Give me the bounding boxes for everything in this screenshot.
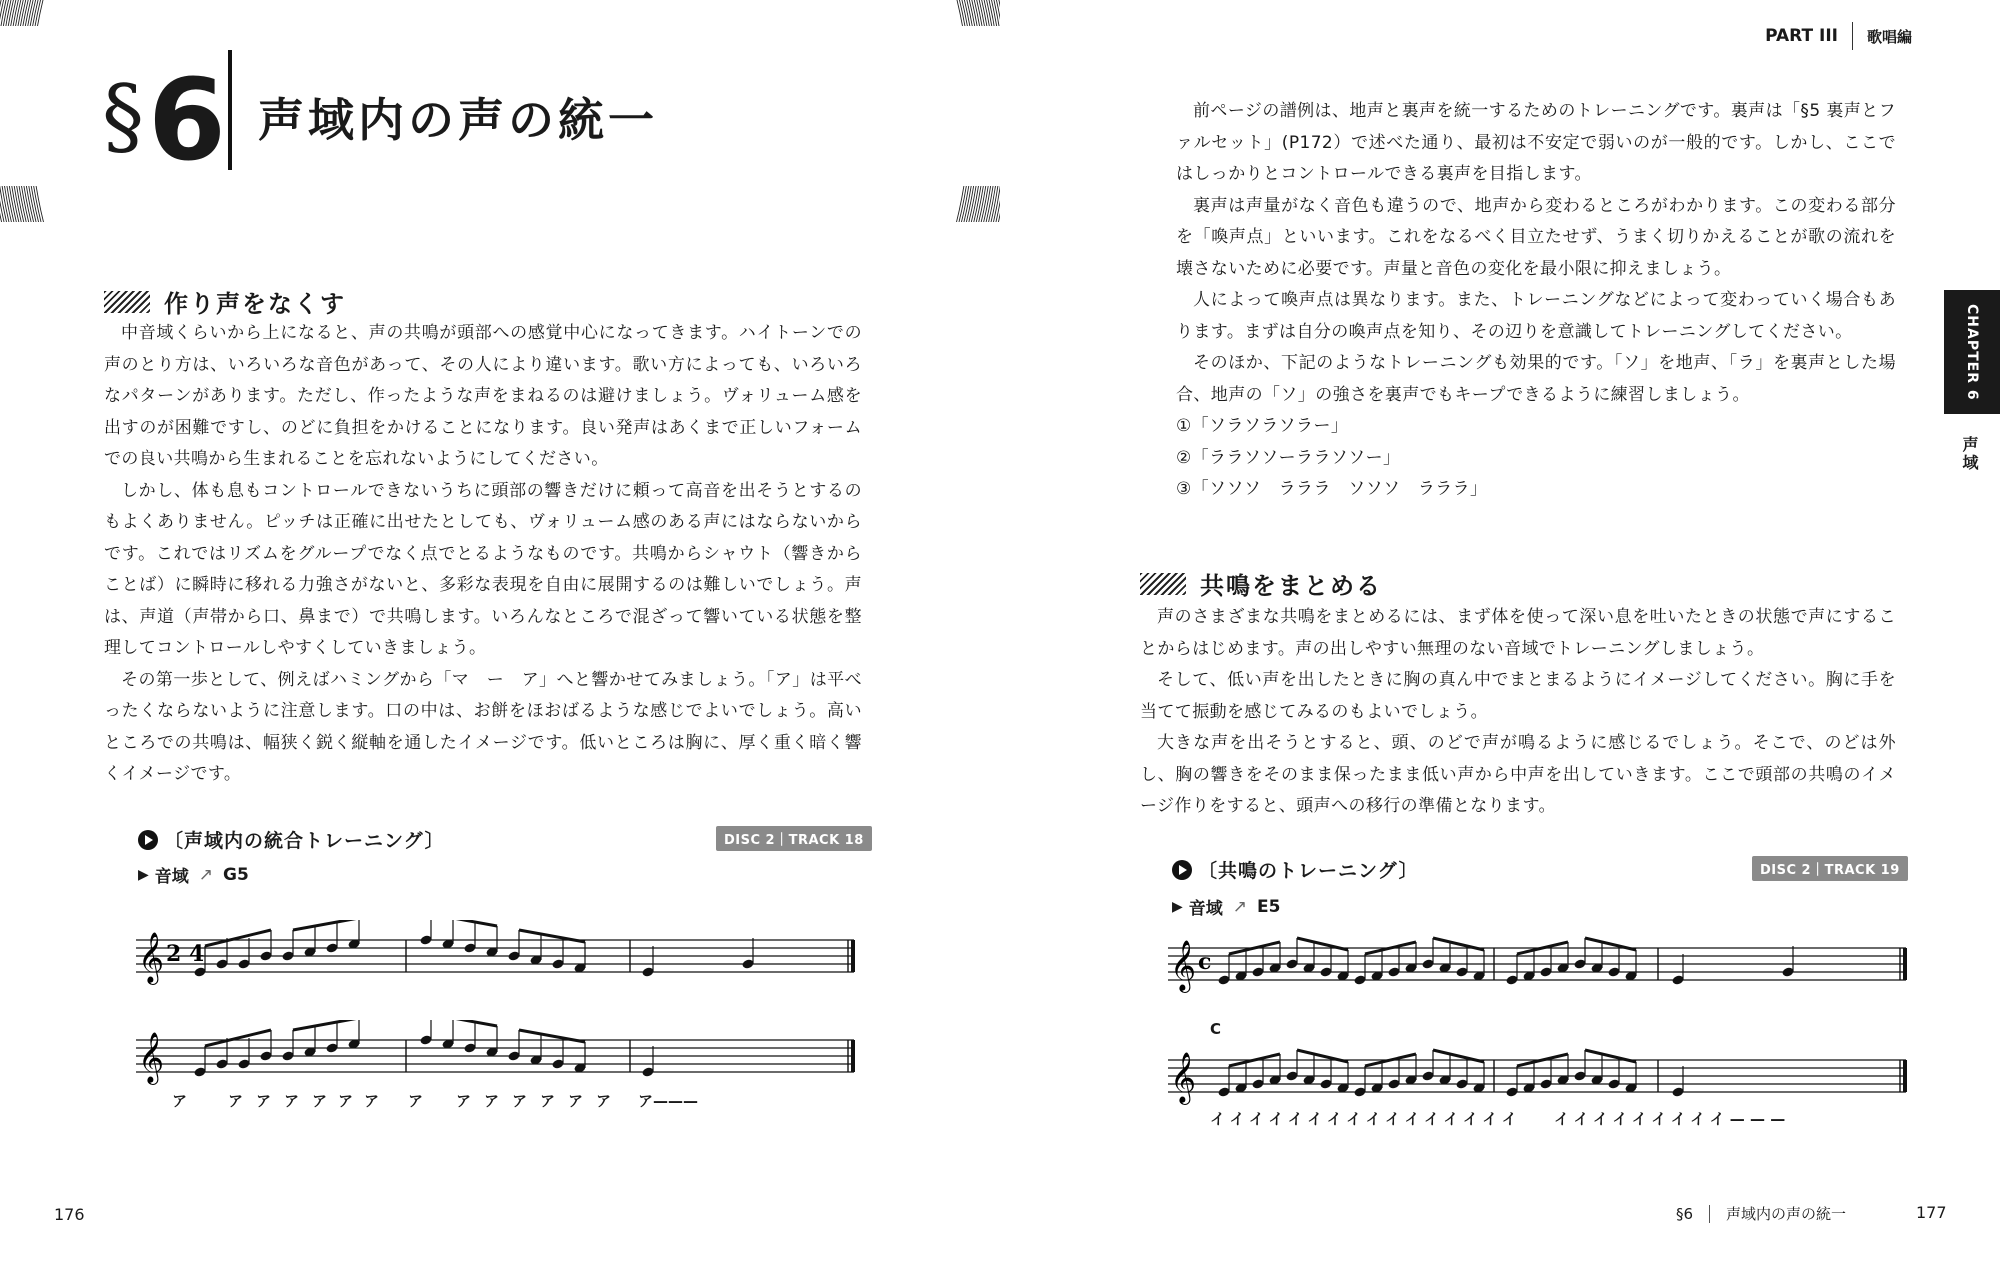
right-range-label: 音域: [1188, 899, 1223, 919]
footer-divider: [1709, 1205, 1710, 1223]
section-divider-bar: [228, 50, 232, 170]
right-training-title: [1172, 856, 1419, 883]
section-number: [102, 56, 226, 186]
footer-title: 声域内の声の統一: [1726, 1205, 1847, 1223]
right-body-top: [1176, 96, 1896, 506]
syllable: ア: [312, 1092, 328, 1110]
syllable: ア: [512, 1092, 528, 1110]
syllable: ア: [256, 1092, 272, 1110]
right-staff-1: [1168, 928, 1908, 1018]
syllable: ア: [364, 1092, 380, 1110]
up-arrow-icon: ↗: [198, 864, 214, 885]
right-heading-text: 共鳴をまとめる: [1200, 572, 1382, 600]
section-symbol: §: [102, 67, 144, 165]
part-divider: [1852, 22, 1853, 50]
note-beam: [431, 1020, 497, 1026]
treble-clef-icon: 𝄞: [1170, 1052, 1197, 1103]
left-staff-1: [136, 920, 856, 1010]
note-beam: [293, 920, 359, 930]
note-beam: [431, 920, 497, 926]
right-body-bottom: [1140, 602, 1896, 823]
hatch-icon: [104, 291, 150, 313]
left-page-number: 176: [54, 1205, 85, 1224]
right-syllables-a: イイイイイイイイイイイイイイイイ: [1210, 1110, 1522, 1128]
right-heading: [1140, 566, 1382, 601]
treble-clef-icon: 𝄞: [1170, 940, 1197, 991]
right-paragraph-4: そのほか、下記のようなトレーニングも効果的です。「ソ」を地声、「ラ」を裏声とした場合、地声の「ソ」の強さを裏声でもキープできるように練習しましょう。: [1176, 353, 1896, 405]
play-icon: [138, 830, 158, 850]
syllable: ア: [540, 1092, 556, 1110]
left-heading: [104, 284, 346, 319]
section-title: 声域内の声の統一: [258, 93, 658, 147]
left-heading-text: 作り声をなくす: [164, 290, 346, 318]
right-paragraph-1: 前ページの譜例は、地声と裏声を統一するためのトレーニングです。裏声は「§5 裏声とファルセット」(P172）で述べた通り、最初は不安定で弱いのが一般的です。しかし、ここではしっかりとコントロールできる裏声を目指します。: [1176, 101, 1896, 184]
syllable: ア: [338, 1092, 354, 1110]
hatch-icon: [1140, 573, 1186, 595]
play-icon: [1172, 860, 1192, 880]
right-training-title-text: 〔共鳴のトレーニング〕: [1198, 860, 1419, 882]
syllable: ア: [228, 1092, 244, 1110]
left-range: [138, 862, 249, 887]
time-signature: 2 4: [166, 941, 205, 967]
left-training-title: [138, 826, 445, 853]
list-item: ②「ララソソーララソソー」: [1176, 447, 1401, 468]
chord-label: C: [1210, 1020, 1222, 1038]
right-range-value: E5: [1257, 896, 1281, 917]
syllable: ア: [408, 1092, 424, 1110]
left-syllables: [172, 1090, 792, 1114]
left-training-title-text: 〔声域内の統合トレーニング〕: [164, 830, 445, 852]
right-range: [1172, 894, 1280, 919]
note-beam: [205, 1030, 271, 1046]
right-paragraph-7: 大きな声を出そうとすると、頭、のどで声が鳴るように感じるでしょう。そこで、のどは外し、胸の響きをそのまま保ったまま低い声から中声を出していきます。ここで頭部の共鳴のイメージ作りをすると、頭声への移行の準備となります。: [1140, 733, 1896, 816]
running-footer: [1676, 1203, 1846, 1224]
left-paragraph-3: その第一歩として、例えばハミングから「マ ー ア」へと響かせてみましょう。「ア」は平べったくならないように注意します。口の中は、お餅をほおばるような感じでよいでしょう。高いところでの共鳴は、幅狭く鋭く縦軸を通したイメージです。低いところは胸に、厚く重く暗く響くイメージです。: [104, 669, 862, 784]
chapter-topic: 声域: [1960, 436, 1979, 472]
section-number-value: 6: [148, 56, 226, 186]
list-item: ③「ソソソ ラララ ソソソ ラララ」: [1176, 479, 1488, 499]
left-paragraph-2: しかし、体も息もコントロールできないうちに頭部の響きだけに頼って高音を出そうとするのもよくありません。ピッチは正確に出せたとしても、ヴォリューム感のある声にはならないからです。これではリズムをグループでなく点でとるようなものです。共鳴からシャウト（響きからことば）に瞬時に移れる力強さがないと、多彩な表現を自由に展開するのは難しいでしょう。声は、声道（声帯から口、鼻まで）で共鳴します。いろんなところで混ざって響いている状態を整理してコントロールしやすくしていきましょう。: [104, 480, 862, 658]
left-range-value: G5: [223, 864, 249, 885]
left-body: [104, 318, 862, 791]
part-label-text: PART III: [1765, 26, 1838, 46]
right-paragraph-3: 人によって喚声点は異なります。また、トレーニングなどによって変わっていく場合もあります。まずは自分の喚声点を知り、その辺りを意識してトレーニングしてください。: [1176, 290, 1896, 342]
right-paragraph-2: 裏声は声量がなく音色も違うので、地声から変わるところがわかります。この変わる部分を「喚声点」といいます。これをなるべく目立たせず、うまく切りかえることが歌の流れを壊さないために必要です。声量と音色の変化を最小限に抑えましょう。: [1176, 195, 1896, 279]
syllable: ア: [596, 1092, 612, 1110]
triangle-right-icon: ▶: [138, 866, 149, 883]
right-page-number: 177: [1916, 1203, 1947, 1222]
syllable: ア: [172, 1092, 188, 1110]
up-arrow-icon: ↗: [1232, 896, 1248, 917]
chapter-tab: CHAPTER 6: [1944, 290, 2000, 414]
syllable: ア: [284, 1092, 300, 1110]
time-signature: c: [1198, 949, 1212, 975]
syllable: ア: [568, 1092, 584, 1110]
treble-clef-icon: 𝄞: [138, 1032, 165, 1083]
triangle-right-icon: ▶: [1172, 898, 1183, 915]
part-sub-label: 歌唱編: [1866, 27, 1912, 46]
left-paragraph-1: 中音域くらいから上になると、声の共鳴が頭部への感覚中心になってきます。ハイトーンでの声のとり方は、いろいろな音色があって、その人により違います。歌い方によっても、いろいろなパターンがあります。ただし、作ったような声をまねるのは避けましょう。ヴォリューム感を出すのが困難ですし、のどに負担をかけることになります。良い発声はあくまで正しいフォームでの良い共鳴から生まれることを忘れないようにしてください。: [104, 323, 862, 469]
right-syllables-b: イイイイイイイイイ———: [1554, 1110, 1791, 1128]
right-paragraph-5: 声のさまざまな共鳴をまとめるには、まず体を使って深い息を吐いたときの状態で声にすることからはじめます。声の出しやすい無理のない音域でトレーニングしましょう。: [1140, 607, 1896, 659]
list-item: ①「ソラソラソラー」: [1176, 416, 1349, 436]
right-paragraph-6: そして、低い声を出したときに胸の真ん中でまとまるようにイメージしてください。胸に手を当てて振動を感じてみるのもよいでしょう。: [1140, 670, 1896, 722]
right-track-badge: DISC 2｜TRACK 19: [1752, 856, 1908, 881]
syllable: ア: [456, 1092, 472, 1110]
treble-clef-icon: 𝄞: [138, 932, 165, 983]
syllable: ア———: [638, 1092, 699, 1110]
note-beam: [205, 930, 271, 946]
footer-section: §6: [1676, 1204, 1694, 1223]
syllable: ア: [484, 1092, 500, 1110]
exercise-list: [1176, 411, 1896, 506]
part-label: [1765, 22, 1912, 50]
left-range-label: 音域: [154, 867, 189, 887]
left-track-badge: DISC 2｜TRACK 18: [716, 826, 872, 851]
note-beam: [293, 1020, 359, 1030]
